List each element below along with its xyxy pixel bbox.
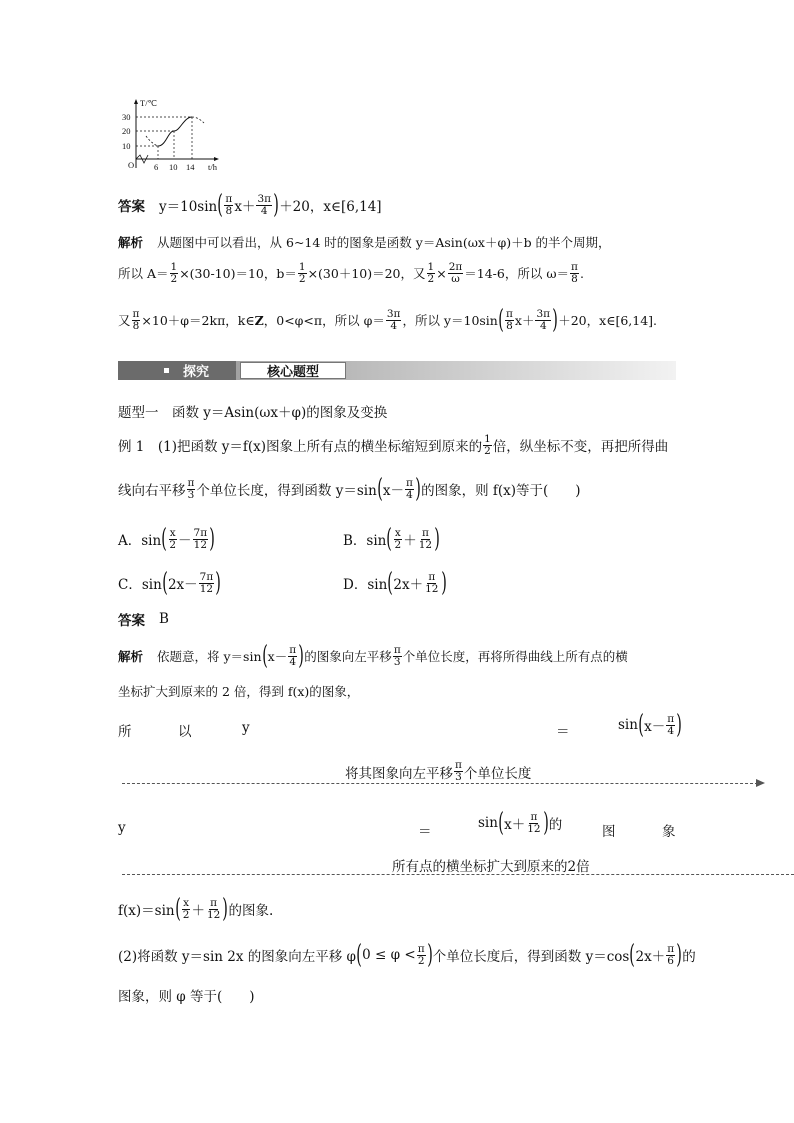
frac-half-3: $\frac{1}{2}$ [427,260,435,285]
res-c: 的图象. [228,903,274,919]
example1-line2 [118,472,581,506]
paren: ( [174,894,181,924]
frac: $\frac{x}{2}$ [182,896,190,921]
x-axis-arrow [214,157,219,161]
paren: ( [498,808,504,838]
y-tick-30: 30 [122,112,131,122]
p2-l1b: 0 ≤ φ < [362,947,416,963]
option-c-label: C．sin [118,577,162,593]
frac: $\frac{\pi}{3}$ [455,759,462,783]
de: 的 [548,817,563,833]
frac-half-ex: $\frac{1}{2}$ [484,432,491,457]
frac: $\frac{\pi}{12}$ [425,570,439,595]
frac: $\frac{\pi}{3}$ [393,643,401,668]
y2-char: y [118,820,126,836]
arrow1-line [122,783,758,784]
frac: $\frac{\pi}{4}$ [667,712,675,737]
paren: ( [387,568,394,598]
so-char: 所 [118,724,132,740]
y-axis-arrow [134,99,138,104]
p2-l1d: 2x＋ [635,949,666,965]
a1b: 个单位长度 [463,765,532,782]
analysis1-l3f: ＋20，x∈[6,14]. [558,313,658,328]
frac-3pi4-b: $\frac{3\pi}{4}$ [386,307,401,332]
frac: $\frac{\pi}{12}$ [206,896,221,921]
x-axis-label: t/h [208,162,217,172]
op: － [178,533,192,549]
topic-heading: 题型一 函数 y＝Asin(ωx＋φ)的图象及变换 [118,405,388,421]
analysis1-l2e: ＝14-6，所以 ω＝ [464,266,570,281]
example1-l1b: 倍，纵坐标不变，再把所得曲 [492,439,669,455]
xm: x－ [644,719,666,735]
mid: 2x＋ [393,577,424,593]
origin-label: O [128,160,135,170]
paren: ( [638,710,644,740]
answer1-label: 答案 [118,199,145,214]
analysis2-line2: 坐标扩大到原来的 2 倍，得到 f(x)的图象， [118,684,360,699]
analysis1-l3b: ×10＋φ＝2kπ，k∈ [141,313,255,328]
paren: ) [426,940,433,970]
sin: sin [618,717,638,733]
frac-half-2: $\frac{1}{2}$ [298,260,306,285]
paren: ( [386,524,393,554]
paren-open-3: ( [377,474,383,504]
paren: ( [261,641,268,671]
analysis1-l3e: x＋ [514,313,535,328]
frac-2pi-omega: $\frac{2\pi}{\omega}$ [448,260,463,285]
part2-line1 [118,938,696,972]
xiang-char: 象 [662,824,676,840]
analysis1-line1 [118,233,611,251]
banner-dark-text: 探究 [183,364,210,379]
paren: ) [440,568,447,598]
paren-close: ) [273,190,279,220]
y-tick-10: 10 [122,141,131,151]
arrow2-line [122,874,794,875]
x-tick-10: 10 [169,162,178,172]
frac: $\frac{\pi}{12}$ [527,810,541,835]
sin2: sin [478,815,498,831]
frac-pi8: $\frac{\pi}{8}$ [225,192,233,217]
res-a: f(x)＝sin [118,903,175,919]
paren: ) [542,808,549,838]
result-line [118,892,273,926]
frac-pi3: $\frac{\pi}{3}$ [187,476,195,501]
paren: ) [676,940,682,970]
part2-line2: 图象，则 φ 等于( ) [118,989,255,1005]
analysis2-label: 解析 [118,650,144,664]
paren: ( [162,568,168,598]
frac: $\frac{x}{2}$ [394,526,402,551]
frac-half: $\frac{1}{2}$ [170,260,178,285]
eq2-char: ＝ [418,824,432,840]
analysis1-l2f: . [579,265,584,281]
analysis1-l2a: 所以 A＝ [118,266,169,281]
sin-expr-1 [618,712,682,738]
paren: ) [434,524,440,554]
arrow1-head-icon [756,779,766,788]
paren: ) [209,524,216,554]
paren: ) [215,568,222,598]
analysis1-text: 从题图中可以看出，从 6~14 时的图象是函数 y＝Asin(ωx＋φ)＋b 的半个周期， [157,235,611,250]
y-char: y [242,720,250,736]
eq-char: ＝ [556,724,570,740]
paren-close-2: ) [552,305,558,335]
analysis1-label: 解析 [118,236,144,250]
curve-dashed-left [146,136,158,146]
arrow2-label: 所有点的横坐标扩大到原来的2倍 [392,859,590,875]
analysis1-l3c: ，0<φ<π，所以 φ＝ [263,313,385,328]
frac-pi8-d: $\frac{\pi}{8}$ [506,307,513,332]
option-b[interactable] [343,522,440,556]
paren: ( [161,524,168,554]
op: ＋ [403,533,417,549]
option-d[interactable] [343,566,447,600]
tu-char: 图 [602,824,616,840]
a2-l1b: x－ [267,649,288,664]
answer2-line [118,609,169,629]
paren: ( [629,940,636,970]
analysis1-l3a: 又 [118,313,131,328]
option-b-label: B．sin [343,533,387,549]
frac: $\frac{\pi}{4}$ [289,643,297,668]
p2-l1e: 的 [682,949,696,965]
frac-pi8-b: $\frac{\pi}{8}$ [571,260,578,285]
p2-l1c: 个单位长度后，得到函数 y＝cos [432,949,630,965]
mid: 2x－ [167,577,198,593]
option-a[interactable] [118,522,215,556]
paren: ) [222,894,229,924]
xp: x＋ [504,817,526,833]
frac-pi4: $\frac{\pi}{4}$ [406,476,413,501]
frac: $\frac{\pi}{2}$ [417,942,425,967]
paren: ) [298,641,305,671]
p2-l1a: (2)将函数 y＝sin 2x 的图象向左平移 φ [118,949,357,965]
res-b: ＋ [191,903,205,919]
a2-l1a: 依题意，将 y＝sin [157,649,262,664]
example1-l1a: 例 1 (1)把函数 y＝f(x)图象上所有点的横坐标缩短到原来的 [118,439,483,455]
answer2-label: 答案 [118,613,145,628]
analysis1-l2d: × [436,265,447,281]
analysis1-l3d: ，所以 y＝10sin [402,313,498,328]
frac-3pi4: $\frac{3\pi}{4}$ [257,192,272,217]
analysis1-z: Z [254,312,264,328]
answer1-text-a: y＝10sin [159,199,218,215]
paren: ( [356,940,362,970]
frac: $\frac{x}{2}$ [169,526,177,551]
x-tick-14: 14 [186,162,195,172]
yi-char: 以 [178,724,192,740]
analysis1-line2 [118,260,584,286]
y-axis-label: T/℃ [140,98,158,108]
analysis2-line1 [118,640,628,672]
arrow1-label [345,760,531,783]
paren-close-3: ) [415,474,421,504]
option-d-label: D．sin [343,577,388,593]
section-banner [118,361,676,380]
a1a: 将其图象向左平移 [345,765,453,782]
paren-open-2: ( [498,305,504,335]
option-c[interactable] [118,566,221,600]
sin-expr-2 [478,810,562,836]
option-a-label: A．sin [118,533,162,549]
analysis1-l2b: ×(30-10)＝10，b＝ [179,266,297,281]
y-tick-20: 20 [122,126,131,136]
example1-l2b: 个单位长度，得到函数 y＝sin [196,483,377,499]
analysis1-line3 [118,305,657,335]
answer1-text-b: x＋ [234,199,256,215]
answer1-line [118,192,382,218]
frac: $\frac{7\pi}{12}$ [193,526,208,551]
frac-3pi4-c: $\frac{3\pi}{4}$ [536,307,551,332]
frac: $\frac{7\pi}{12}$ [199,570,214,595]
example1-line1 [118,428,668,462]
frac-pi8-c: $\frac{\pi}{8}$ [132,307,140,332]
answer1-text-c: ＋20，x∈[6,14] [279,199,382,215]
frac: $\frac{\pi}{12}$ [418,526,433,551]
a2-l1d: 个单位长度，再将所得曲线上所有点的横 [402,649,628,664]
banner-light: 核心题型 [240,362,346,379]
analysis1-l2c: ×(30＋10)＝20，又 [307,266,426,281]
example1-l2d: 的图象，则 f(x)等于( ) [421,483,581,499]
banner-dark [118,361,236,380]
banner-bullet-icon [164,368,169,373]
paren: ) [676,710,683,740]
example1-l2a: 线向右平移 [118,483,186,499]
answer2-value: B [159,611,169,627]
frac: $\frac{\pi}{6}$ [667,942,675,967]
x-tick-6: 6 [154,162,159,172]
curve-solid [158,117,192,146]
example1-l2c: x－ [382,483,405,499]
a2-l1c: 的图象向左平移 [304,649,392,664]
paren-open: ( [217,190,224,220]
curve-dashed-right [192,117,204,123]
temperature-graph [118,96,228,176]
